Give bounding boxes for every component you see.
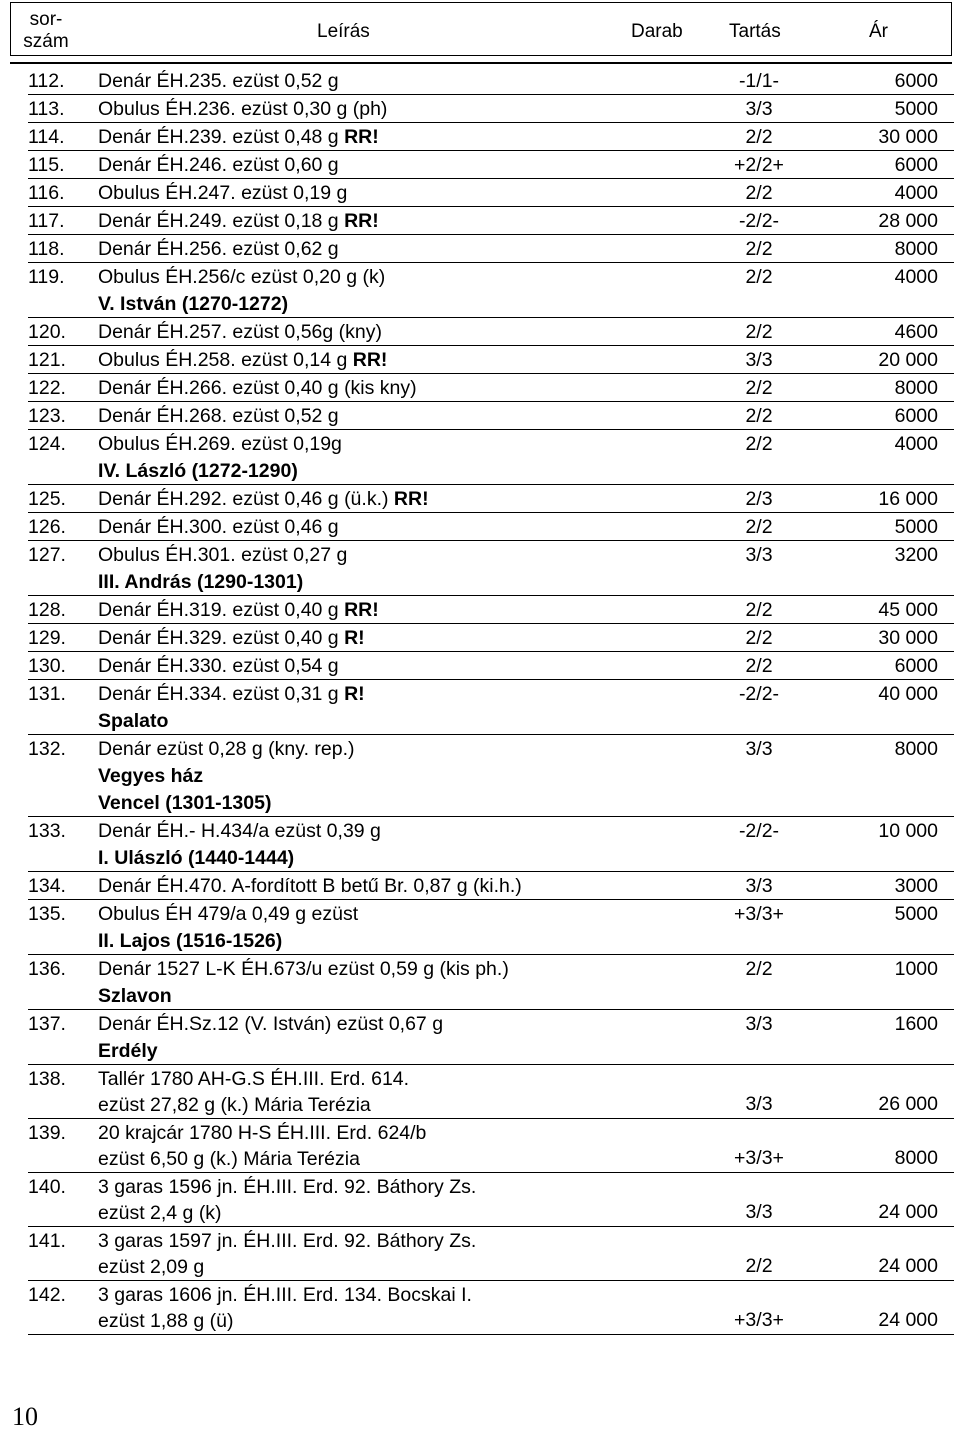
row-description-text: Denár ÉH.329. ezüst 0,40 g [98, 627, 345, 649]
row-number: 142. [28, 1284, 66, 1306]
row-description-text: Denár ÉH.319. ezüst 0,40 g [98, 599, 345, 621]
row-number: 119. [28, 266, 65, 288]
section-heading: Szlavon [98, 985, 172, 1007]
table-row [28, 95, 954, 123]
row-tartas: -1/1- [738, 70, 780, 92]
section-heading: IV. László (1272-1290) [98, 460, 298, 482]
row-description-text: Denár ÉH.300. ezüst 0,46 g [98, 516, 339, 538]
row-ar: 30 000 [878, 627, 938, 649]
header-leiras: Leírás [317, 21, 370, 42]
section-heading-row [28, 707, 954, 735]
row-tartas: 3/3 [745, 349, 773, 371]
row-ar: 24 000 [878, 1201, 938, 1223]
row-description [98, 266, 385, 289]
page-number: 10 [12, 1402, 38, 1431]
table-row [28, 123, 954, 151]
row-number: 125. [28, 488, 66, 510]
row-description-text: 3 garas 1596 jn. ÉH.III. Erd. 92. Báthory Zs. [98, 1176, 477, 1198]
row-number: 134. [28, 875, 66, 897]
row-tartas: 2/2 [745, 266, 773, 288]
row-description [98, 1122, 426, 1171]
row-description [98, 349, 387, 372]
row-number: 127. [28, 544, 66, 566]
table-row [28, 735, 954, 762]
row-description-text: 3 garas 1606 jn. ÉH.III. Erd. 134. Bocskai I. [98, 1284, 472, 1306]
row-tartas: -2/2- [738, 683, 780, 705]
rarity-mark: RR! [393, 488, 429, 510]
row-ar: 8000 [894, 238, 938, 260]
table-row [28, 1281, 954, 1335]
table-row [28, 402, 954, 430]
table-row [28, 1227, 954, 1281]
table-row [28, 817, 954, 844]
row-number: 113. [28, 98, 65, 120]
row-ar: 5000 [894, 903, 938, 925]
row-tartas: +3/3+ [734, 1147, 784, 1169]
rarity-mark: RR! [344, 126, 379, 148]
header-sorszam: sor- szám [23, 9, 69, 52]
row-description-text: Denár ÉH.- H.434/a ezüst 0,39 g [98, 820, 381, 842]
header-tartas: Tartás [729, 21, 781, 42]
table-row [28, 955, 954, 982]
row-number: 116. [28, 182, 65, 204]
row-ar: 26 000 [878, 1093, 938, 1115]
table-row [28, 652, 954, 680]
row-number: 121. [28, 349, 66, 371]
row-number: 140. [28, 1176, 66, 1198]
row-description-text: Denár ÉH.257. ezüst 0,56g (kny) [98, 321, 382, 343]
row-tartas: +3/3+ [734, 903, 784, 925]
row-tartas: 3/3 [745, 544, 773, 566]
row-tartas: 2/2 [745, 433, 773, 455]
row-ar: 8000 [894, 738, 938, 760]
table-row [28, 513, 954, 541]
row-description-text: Denár ÉH.268. ezüst 0,52 g [98, 405, 339, 427]
row-description [98, 958, 509, 981]
row-ar: 5000 [894, 98, 938, 120]
row-description [98, 875, 522, 898]
row-tartas: 2/2 [745, 958, 773, 980]
row-description [98, 1230, 476, 1279]
row-description [98, 627, 365, 650]
row-description-text: Denár 1527 L-K ÉH.673/u ezüst 0,59 g (kis ph.) [98, 958, 509, 980]
row-tartas: 3/3 [745, 1201, 773, 1223]
row-tartas: +2/2+ [734, 154, 784, 176]
row-tartas: 2/2 [745, 516, 773, 538]
table-row [28, 151, 954, 179]
row-description-text: Denár ÉH.249. ezüst 0,18 g [98, 210, 345, 232]
header-ar: Ár [869, 21, 888, 42]
row-description [98, 738, 355, 761]
row-ar: 4000 [894, 433, 938, 455]
row-description-text: Obulus ÉH.269. ezüst 0,19g [98, 433, 342, 455]
row-ar: 4600 [894, 321, 938, 343]
section-heading-row [28, 844, 954, 872]
table-row [28, 179, 954, 207]
row-tartas: 2/2 [745, 655, 773, 677]
header-darab: Darab [631, 21, 683, 42]
rarity-mark: R! [344, 627, 365, 649]
section-heading-row [28, 982, 954, 1010]
rarity-mark: R! [344, 683, 365, 705]
row-description [98, 321, 382, 344]
row-ar: 10 000 [878, 820, 938, 842]
row-description-text: Denár ezüst 0,28 g (kny. rep.) [98, 738, 355, 760]
row-description-text: Obulus ÉH.301. ezüst 0,27 g [98, 544, 348, 566]
row-number: 139. [28, 1122, 66, 1144]
row-number: 132. [28, 738, 66, 760]
row-tartas: 3/3 [745, 98, 773, 120]
row-tartas: 2/2 [745, 182, 773, 204]
row-description-text: 3 garas 1597 jn. ÉH.III. Erd. 92. Báthory Zs. [98, 1230, 477, 1252]
row-description [98, 1068, 409, 1117]
table-row [28, 541, 954, 568]
table-row [28, 207, 954, 235]
row-ar: 6000 [894, 655, 938, 677]
table-row [28, 596, 954, 624]
row-description-line2: ezüst 1,88 g (ü) [98, 1310, 234, 1332]
row-tartas: 2/2 [745, 377, 773, 399]
row-description-text: Denár ÉH.334. ezüst 0,31 g [98, 683, 345, 705]
row-number: 115. [28, 154, 65, 176]
row-description [98, 544, 347, 567]
row-ar: 3200 [894, 544, 938, 566]
row-description-text: 20 krajcár 1780 H-S ÉH.III. Erd. 624/b [98, 1122, 427, 1144]
row-ar: 28 000 [878, 210, 938, 232]
table-row [28, 1119, 954, 1173]
row-number: 118. [28, 238, 65, 260]
row-description-text: Obulus ÉH.236. ezüst 0,30 g (ph) [98, 98, 388, 120]
row-tartas: 2/2 [745, 627, 773, 649]
section-heading: I. Ulászló (1440-1444) [98, 847, 295, 869]
row-ar: 45 000 [878, 599, 938, 621]
section-heading: III. András (1290-1301) [98, 571, 304, 593]
section-heading: Vencel (1301-1305) [98, 792, 272, 814]
section-heading: Spalato [98, 710, 169, 732]
section-heading: II. Lajos (1516-1526) [98, 930, 283, 952]
row-number: 120. [28, 321, 66, 343]
row-description-line2: ezüst 27,82 g (k.) Mária Terézia [98, 1094, 371, 1116]
table-row [28, 235, 954, 263]
table-row [28, 263, 954, 290]
table-row [28, 485, 954, 513]
row-ar: 20 000 [878, 349, 938, 371]
rarity-mark: RR! [344, 599, 379, 621]
row-number: 133. [28, 820, 66, 842]
row-description [98, 683, 365, 706]
row-description [98, 488, 429, 511]
row-description-text: Denár ÉH.470. A-fordított B betű Br. 0,87 g (ki.h.) [98, 875, 522, 897]
row-description-text: Denár ÉH.292. ezüst 0,46 g (ü.k.) [98, 488, 394, 510]
row-ar: 4000 [894, 182, 938, 204]
row-description-text: Denár ÉH.235. ezüst 0,52 g [98, 70, 339, 92]
row-description-text: Denár ÉH.239. ezüst 0,48 g [98, 126, 345, 148]
section-heading-row [28, 568, 954, 596]
table-row [28, 680, 954, 707]
row-description [98, 903, 358, 926]
table-row [28, 374, 954, 402]
row-tartas: 2/2 [745, 126, 773, 148]
table-row [28, 872, 954, 900]
table-row [28, 1065, 954, 1119]
row-ar: 24 000 [878, 1309, 938, 1331]
section-heading: V. István (1270-1272) [98, 293, 289, 315]
row-description [98, 820, 381, 843]
row-ar: 40 000 [878, 683, 938, 705]
table-row [28, 67, 954, 95]
table-row [28, 1010, 954, 1037]
row-tartas: 3/3 [745, 1013, 773, 1035]
row-tartas: -2/2- [738, 820, 780, 842]
row-ar: 4000 [894, 266, 938, 288]
row-tartas: 2/2 [745, 405, 773, 427]
section-heading-row [28, 762, 954, 789]
table-row [28, 900, 954, 927]
section-heading: Vegyes ház [98, 765, 204, 787]
row-number: 123. [28, 405, 66, 427]
row-ar: 6000 [894, 154, 938, 176]
row-description [98, 182, 347, 205]
row-number: 122. [28, 377, 66, 399]
table-row [28, 624, 954, 652]
row-description-text: Obulus ÉH.258. ezüst 0,14 g [98, 349, 353, 371]
row-tartas: 2/2 [745, 599, 773, 621]
row-description [98, 377, 417, 400]
row-tartas: 2/2 [745, 238, 773, 260]
rarity-mark: RR! [352, 349, 388, 371]
row-ar: 3000 [894, 875, 938, 897]
row-description-text: Denár ÉH.Sz.12 (V. István) ezüst 0,67 g [98, 1013, 444, 1035]
row-description [98, 70, 339, 93]
row-ar: 6000 [894, 405, 938, 427]
section-heading: Erdély [98, 1040, 158, 1062]
row-ar: 6000 [894, 70, 938, 92]
row-ar: 1600 [894, 1013, 938, 1035]
row-description-text: Obulus ÉH.247. ezüst 0,19 g [98, 182, 348, 204]
row-number: 112. [28, 70, 65, 92]
row-number: 128. [28, 599, 66, 621]
row-tartas: 2/2 [745, 321, 773, 343]
row-number: 141. [28, 1230, 66, 1252]
row-tartas: 3/3 [745, 738, 773, 760]
row-ar: 8000 [894, 1147, 938, 1169]
section-heading-row [28, 457, 954, 485]
row-number: 124. [28, 433, 66, 455]
row-tartas: 2/3 [745, 488, 773, 510]
row-number: 137. [28, 1013, 66, 1035]
row-description-text: Obulus ÉH 479/a 0,49 g ezüst [98, 903, 359, 925]
row-description-text: Denár ÉH.246. ezüst 0,60 g [98, 154, 339, 176]
row-description [98, 433, 342, 456]
row-tartas: -2/2- [738, 210, 780, 232]
section-heading-row [28, 1037, 954, 1065]
row-description [98, 1284, 472, 1333]
row-description [98, 405, 339, 428]
row-ar: 16 000 [878, 488, 938, 510]
section-heading-row [28, 290, 954, 318]
row-number: 138. [28, 1068, 66, 1090]
row-description [98, 516, 339, 539]
row-ar: 8000 [894, 377, 938, 399]
table-row [28, 430, 954, 457]
row-number: 130. [28, 655, 66, 677]
row-tartas: 2/2 [745, 1255, 773, 1277]
row-description-text: Denár ÉH.266. ezüst 0,40 g (kis kny) [98, 377, 417, 399]
table-row [28, 1173, 954, 1227]
header-divider [10, 62, 952, 64]
row-number: 131. [28, 683, 66, 705]
row-description [98, 98, 387, 121]
rarity-mark: RR! [344, 210, 379, 232]
row-description [98, 655, 339, 678]
row-ar: 1000 [894, 958, 938, 980]
row-description-text: Tallér 1780 AH-G.S ÉH.III. Erd. 614. [98, 1068, 410, 1090]
row-tartas: 3/3 [745, 875, 773, 897]
row-description [98, 238, 339, 261]
row-ar: 30 000 [878, 126, 938, 148]
row-tartas: +3/3+ [734, 1309, 784, 1331]
row-description [98, 126, 379, 149]
row-number: 117. [28, 210, 65, 232]
row-description [98, 599, 379, 622]
section-heading-row [28, 927, 954, 955]
row-number: 114. [28, 126, 65, 148]
row-number: 135. [28, 903, 66, 925]
table-header [10, 2, 952, 56]
row-description [98, 154, 339, 177]
row-description-line2: ezüst 6,50 g (k.) Mária Terézia [98, 1148, 360, 1170]
table-row [28, 346, 954, 374]
row-description-line2: ezüst 2,09 g [98, 1256, 205, 1278]
row-ar: 24 000 [878, 1255, 938, 1277]
catalog-table [28, 67, 954, 1335]
row-description-line2: ezüst 2,4 g (k) [98, 1202, 222, 1224]
row-description [98, 1013, 443, 1036]
row-description [98, 1176, 476, 1225]
row-number: 126. [28, 516, 66, 538]
row-description [98, 210, 379, 233]
section-heading-row [28, 789, 954, 817]
row-description-text: Denár ÉH.256. ezüst 0,62 g [98, 238, 339, 260]
row-description-text: Denár ÉH.330. ezüst 0,54 g [98, 655, 339, 677]
table-row [28, 318, 954, 346]
row-description-text: Obulus ÉH.256/c ezüst 0,20 g (k) [98, 266, 386, 288]
row-number: 136. [28, 958, 66, 980]
row-ar: 5000 [894, 516, 938, 538]
row-tartas: 3/3 [745, 1093, 773, 1115]
row-number: 129. [28, 627, 66, 649]
